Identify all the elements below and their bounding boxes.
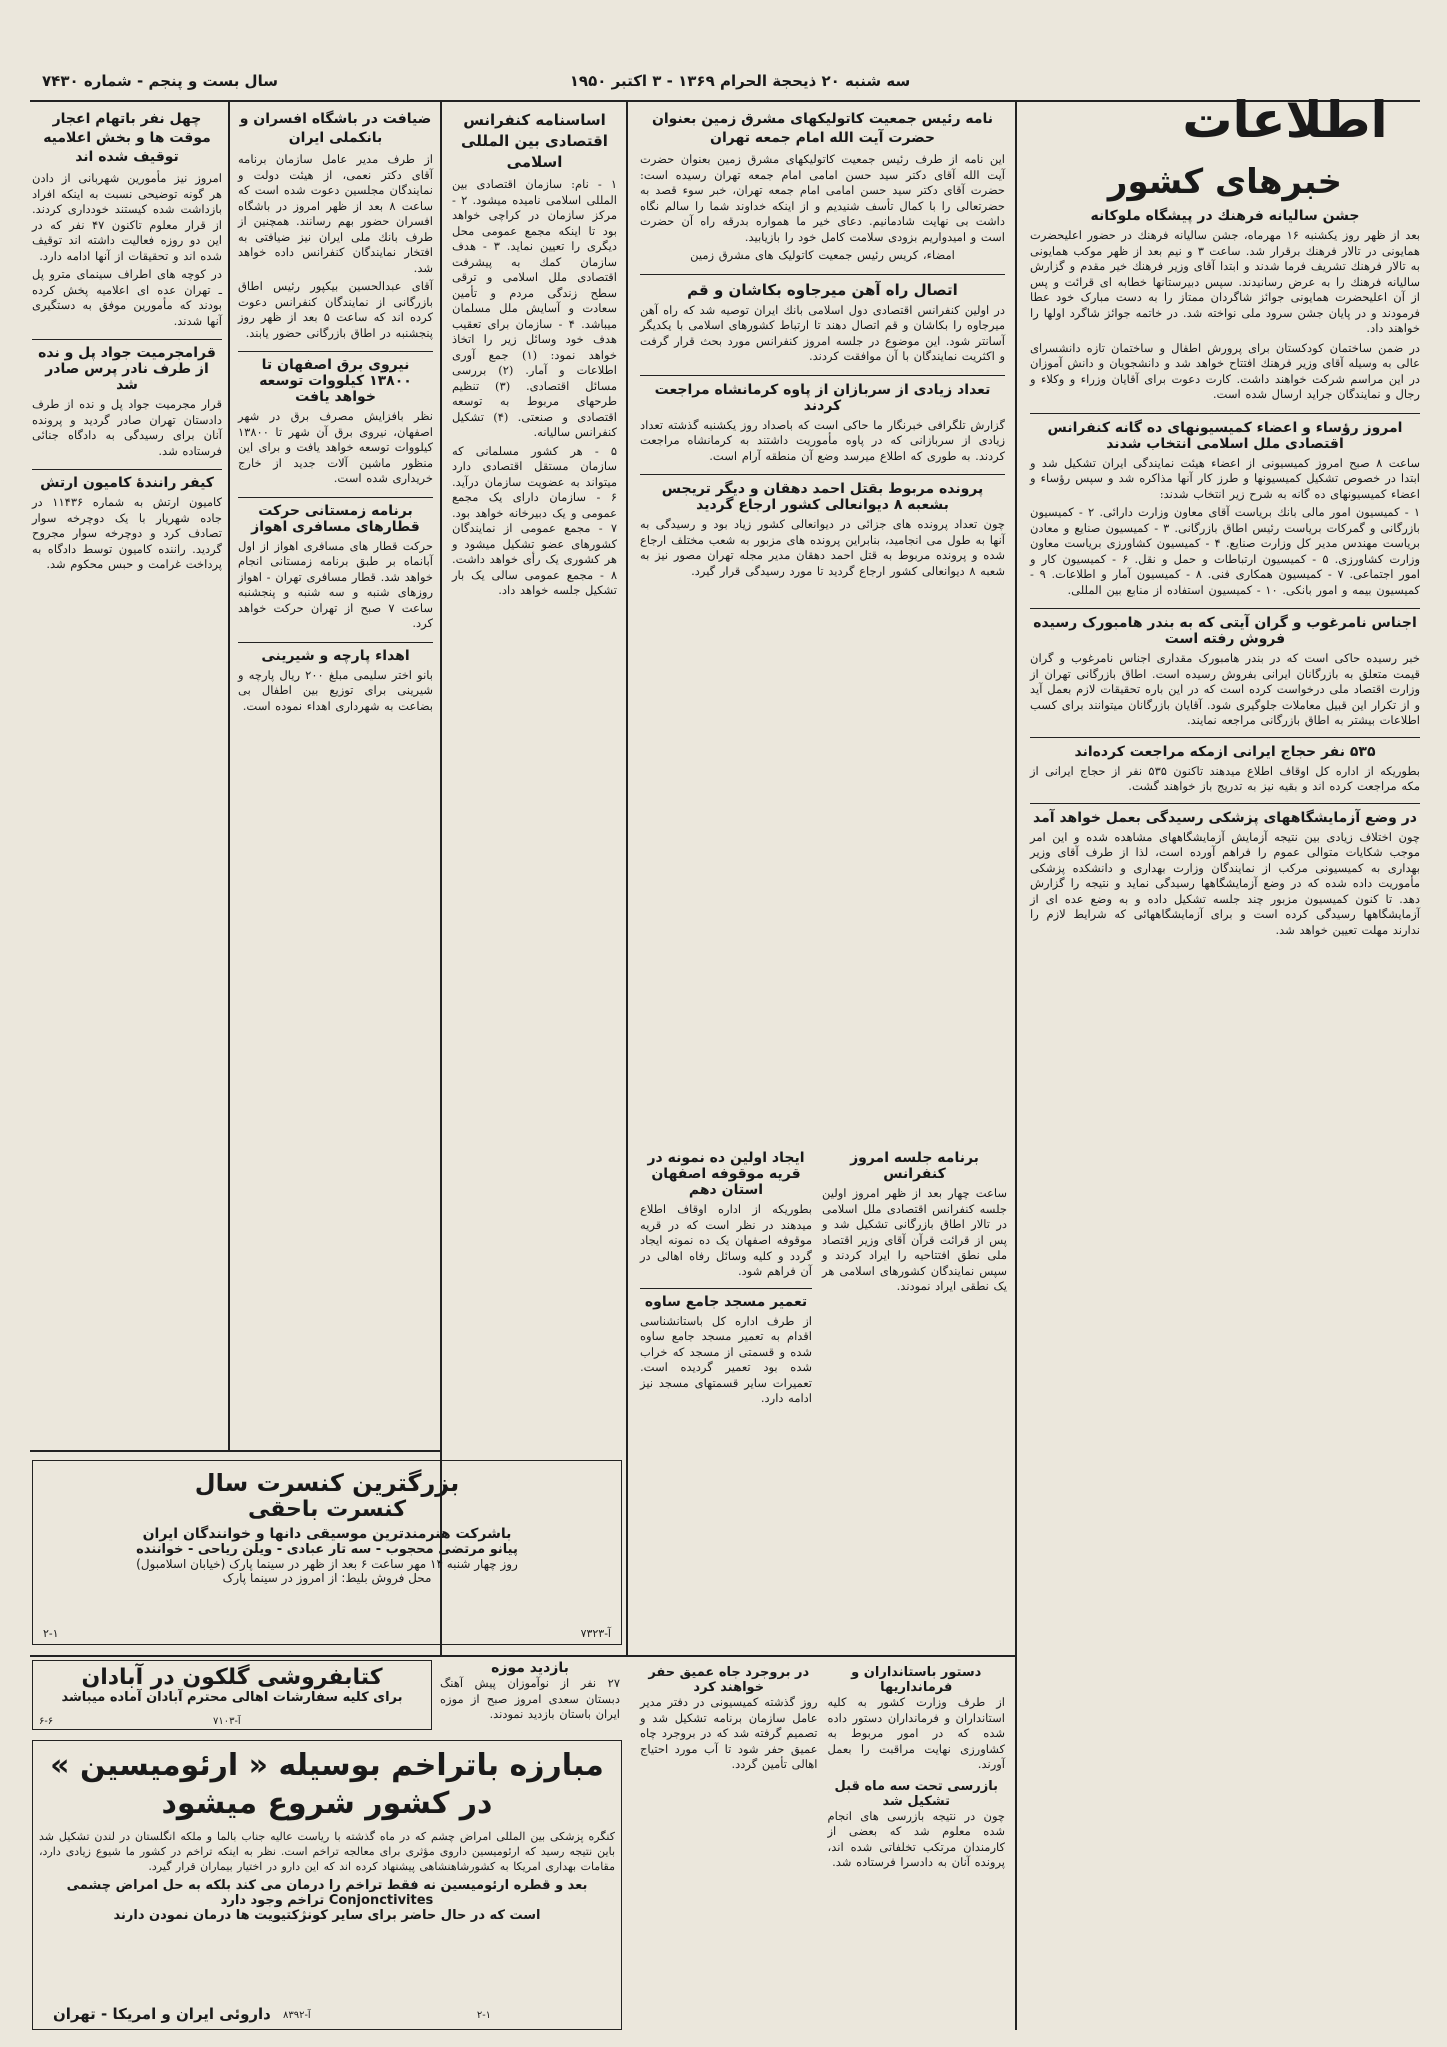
column-national-news [1030,160,1420,938]
trachoma-advertisement [32,1740,622,2030]
article-text: بعد از ظهر روز یکشنبه ۱۶ مهرماه، جشن سالیانه فرهنك در حضور اعلیحضرت همایونی در تالار فرهنك برقرار شد. ساعت ۳ و نیم بعد از ظهر موکب همایونی به تالار فرهنك تشریف فرما شدند و ابتدا آقای وزیر فرهنك خیر مقدم و گزارش سالیانه فرهنك را به عرض رسانیدند. سپس دبیرستانها خطابه ای قرائت و پس از آن اعلیحضرت همایونی جوائز شاگردان ممتاز را به دست مبارک خود عطا فرمودند و در پایان جشن سرود ملی نواخته شد. در خاتمه جوائز شاگرد اولها را خواهند داد. [1030,228,1421,335]
headline-train-schedule: برنامه زمستانی حرکت قطارهای مسافری اهواز [238,497,433,535]
article-text: ساعت چهار بعد از ظهر امروز اولین جلسه کنفرانس اقتصادی ملل اسلامی در تالار اطاق بازرگانی تشکیل شد و پس از قرائت قرآن آقای وزیر اقتصاد ملی نطق افتتاحیه را ایراد کردند و سپس نمایندگان کشورهای اسلامی هر یک نطقی ایراد نمودند. [822,1186,1007,1293]
section-rule [30,1655,1016,1657]
article-text: گزارش تلگرافی خبرنگار ما حاکی است که باصداد روز یکشنبه گذشته تعداد زیادی از سربازانی که در پاوه مأموریت داشتند به کرمانشاه مراجعت کردند. به طوری که اطلاع میرسد وضع آن منطقه آرام است. [640,417,1005,463]
article-text: کنگره پزشکی بین المللی امراض چشم که در ماه گذشته با ریاست عالیه جناب بالما و ملکه انگلستان در لندن تشکیل شد باین نتیجه رسید که ارئومیسین داروی مؤثری برای معالجه تراخم است. نظر به اینکه تراخم در کشور ما شیوع زیادی دارد، مقامات بهداری امریکا به کشورشاهنشاهی پیشنهاد کرده اند که این دارو در اختیار بیماران قرار گیرد. [39,1830,615,1873]
concert-title: بزرگترین کنسرت سال [194,1469,460,1497]
trachoma-title [39,1747,615,1785]
column-conference-program [822,1150,1007,1295]
article-text: چون تعداد پرونده های جزائی در دیوانعالی کشور زیاد بود و رسیدگی به آنها به طول می انجامید، بنابراین پرونده های مزبور به شعب مختلف ارجاع شده و پرونده مربوط به قتل احمد دهقان مدیر مجله تهران مصور نیز به شعبه ۸ دیوانعالی کشور ارجاع گردید تا مورد رسیدگی قرار گیرد. [640,517,1005,578]
headline-saveh-mosque: تعمیر مسجد جامع ساوه [640,1288,812,1310]
concert-performers: باشرکت هنرمندترین موسیقی دانها و خوانندگان ایران [142,1526,512,1542]
headline-soldiers: تعداد زیادی از سربازان از پاوه کرمانشاه مراجعت کردند [640,375,1005,414]
article-text: از طرف اداره کل باستانشناسی اقدام به تعمیر مسجد جامع ساوه شده و قسمتی از مسجد که خراب شده بود تعمیر گردیده است. تعمیرات سایر قسمتهای مسجد نیز ادامه دارد. [640,1313,812,1405]
bookstore-advertisement [32,1660,432,1730]
article-text: خبر رسیده حاکی است که در بندر هامبورک مقداری اجناس نامرغوب و گران قیمت متعلق به بازرگانان ایرانی بفروش رسیده است. اطاق بازرگانی تهران از وزارت اقتصاد ملی درخواست کرده است که در این باره تحقیقات لازم بعمل آید و از تکرار این قبیل معاملات جلوگیری شود. آقایان بازرگانان میتوانند برای کسب اطلاعات بیشتر به اطاق بازرگانی مراجعه نمایند. [1030,651,1420,727]
issue-number: سال بست و پنجم - شماره ۷۴۳۰ [42,72,278,90]
article-text: بطوریکه از اداره کل اوقاف اطلاع میدهند تاکنون ۵۳۵ نفر از حجاج ایرانی از مکه مراجعت کرده اند و بقیه نیز به تدریج باز خواهند گشت. [1030,763,1420,793]
headline-well: در بروجرد جاه عمیق حفر خواهند کرد [648,1665,810,1695]
dateline: سه شنبه ۲۰ ذیحجة الحرام ۱۳۶۹ - ۳ اکتبر ۱۹۵۰ [569,72,911,90]
article-text: ۱ - نام: سازمان اقتصادی بین المللی اسلامی نامیده میشود. ۲ - مرکز سازمان در کراچی خواهد بود تا اینکه مجمع عمومی محل دیگری را تعیین نماید. ۳ - هدف سازمان کمك به پیشرفت اقتصادی ملل اسلامی و ترقی سطح زندگی مردم و تأمین سعادت و آسایش ملل مسلمان میباشد. ۴ - سازمان برای تعقیب هدف خود وسائل زیر را اتخاذ خواهد نمود: (۱) جمع آوری اطلاعات و آمار. (۲) بررسی مسائل اقتصادی. (۳) تنظیم طرحهای مربوط به توسعه اقتصادی و صنعتی. (۴) تشکیل کنفرانس سالیانه. [452,177,617,439]
article-text: در اولین کنفرانس اقتصادی دول اسلامی بانك ایران توصیه شد که راه آهن میرجاوه را بکاشان و قم اتصال دهند تا ارتباط کشورهای اسلامی با یکدیگر آسانتر شود. این موضوع در جلسه امروز کنفرانس مورد بحث قرار گرفت و اکثریت نمایندگان با آن موافقت کردند. [640,302,1005,363]
headline-laboratories: در وضع آزمایشگاههای پزشکی رسیدگی بعمل خواهد آمد [1030,803,1420,826]
article-text: چون اختلاف زیادی بین نتیجه آزمایش آزمایشگاههای مشاهده شده و این امر موجب شکایات متوالی عموم را فراهم آورده است، لذا از طرف آقای وزیر بهداری به کمیسیونی مرکب از نمایندگان وزارت بهداری و دانشکده پزشکی مأموریت داده شده که در وضع آزمایشگاهها رسیدگی نماید و نتیجه را گزارش دهد. تا کنون کمیسیون مزبور چند جلسه تشکیل داده و به وضع عده ای از آزمایشگاهها رسیدگی کرده است و برای آزمایشگاههائی که شرایط لازم را ندارند مهلت تعیین خواهد شد. [1030,829,1420,937]
museum-visit [440,1660,620,1723]
article-text: ساعت ۸ صبح امروز کمیسیونی از اعضاء هیئت نمایندگی ایران تشکیل شد و ابتدا در خصوص تشکیل کمیسیونها و طرز کار آنها مذاکره شد و سپس رؤساء و اعضاء کمیسیونهای ده گانه به شرح زیر انتخاب شدند: [1030,455,1420,501]
signature: امضاء، کریس رئیس جمعیت کاتولیک های مشرق زمین [690,248,955,262]
concert-subtitle: کنسرت باحقی [247,1497,407,1522]
column-rule [440,100,442,1655]
bookstore-title: کتابفروشی گلکون در آبادان [81,1665,383,1690]
headline-banquet: ضیافت در باشگاه افسران و بانکملی ایران [239,111,432,146]
article-text: از طرف مدیر عامل سازمان برنامه آقای دکتر نعمی، از هیئت دولت و نمایندگان مجلسین دعوت شده است که ساعت ۸ بعد از ظهر امروز در باشگاه افسران حضور بهم رسانند. همچنین از طرف بانك ملی ایران نیز ضیافتی به افتخار نمایندگان کنفرانس داده خواهد شد. [238,152,434,275]
trachoma-bold-line: است که در حال حاضر برای سایر کونژکتیویت ها درمان نمودن دارند [113,1908,541,1923]
trachoma-bold-line: بعد و قطره ارئومیسین نه فقط تراخم را درمان می کند بلکه به حل امراض چشمی Conjonctivites تراخم وجود دارد [66,1878,588,1908]
headline-conference-program: برنامه جلسه امروز کنفرانس [850,1150,979,1182]
headline-commissions: امروز رؤساء و اعضاء کمیسیونهای ده گانه کنفرانس اقتصادی ملل اسلامی انتخاب شدند [1030,413,1420,452]
article-text: چون در نتیجه بازرسی های انجام شده معلوم شد که بعضی از کارمندان مرتکب تخلفاتی شده اند، پرونده آنان به دادسرا فرستاده شد. [827,1808,1005,1869]
article-text: ۲۷ نفر از نوآموزان پیش آهنگ دبستان سعدی امروز صبح از موزه ایران باستان بازدید نمودند. [440,1676,620,1721]
article-text: ۵ - هر کشور مسلمانی که سازمان مستقل اقتصادی دارد میتواند به عضویت سازمان درآید. ۶ - سازمان دارای یک مجمع عمومی و یک دبیرخانه خواهد بود. ۷ - مجمع عمومی از نمایندگان کشورهای عضو تشکیل میشود و هر کشوری یک رأی خواهد داشت. ۸ - مجمع عمومی سالی یک بار تشکیل جلسه خواهد داد. [452,443,617,597]
headline-model-village: ایجاد اولین ده نمونه در قریه موقوفه اصفهان استان دهم [647,1150,805,1198]
concert-tickets: محل فروش بلیط: از امروز در سینما پارک [222,1571,432,1585]
headline-railway: اتصال راه آهن میرجاوه بکاشان و قم [640,274,1005,299]
column-4 [238,110,433,714]
article-text: در ضمن ساختمان کودکستان برای پرورش اطفال و ساختمان تازه دانشسرای عالی به وسیله آقای وزیر فرهنك افتتاح خواهد شد و دانشجویان و دانش آموزان در این مراسم شرکت خواهند داشت. کارت دعوت برای آقایان وزراء و وکلاء و رجال و نمایندگان جراید ارسال شده است. [1030,340,1420,401]
ad-code: آ-۸۳۹۲ [283,2010,311,2021]
article-text: بانو اختر سلیمی مبلغ ۲۰۰ ریال پارچه و شیرینی برای توزیع بین اطفال بی بضاعت به شهرداری اهداء نموده است. [238,667,433,713]
column-rule [626,100,628,1655]
ad-code: ۲-۱ [43,1627,59,1640]
column-rule [1015,100,1017,2030]
article-text: در کوچه های اطراف سینمای مترو پل ـ تهران عده ای اعلامیه پخش کرده بودند که مأمورین موفق به دستگیری آنها شدند. [32,267,222,328]
article-text: حرکت قطار های مسافری اهواز از اول آبانماه بر طبق برنامه زمستانی انجام خواهد شد. قطار مسافری تهران - اهواز روزهای شنبه و سه شنبه و پنجشنبه ساعت ۷ صبح از تهران حرکت خواهد کرد. [238,538,433,630]
trachoma-company: داروئی ایران و امریکا - تهران [53,2005,271,2023]
section-rule [30,1450,440,1452]
headline-museum: بازدید موزه [491,1660,569,1676]
headline-court-case: پرونده مربوط بقتل احمد دهقان و دیگر تریجس بشعبه ۸ دیوانعالی کشور ارجاع گردید [640,474,1005,513]
article-text: روز گذشته کمیسیونی در دفتر مدیر عامل سازمان برنامه تشکیل شد و تصمیم گرفته شد که در بروجرد چاه عمیق حفر شود تا آب مورد احتیاج اهالی تأمین گردد. [640,1695,818,1771]
ad-code: ۲-۱ [476,2010,491,2021]
headline-donation: اهداء پارچه و شیرینی [238,642,433,664]
headline-indictment: قرامجرمیت جواد پل و نده از طرف نادر پرس صادر شد [32,339,222,393]
masthead-title: اطلاعات [1182,91,1388,149]
lower-news [640,1665,1005,1871]
headline-national-news: خبرهای کشور [1107,162,1343,202]
article-text: بطوریکه از اداره اوقاف اطلاع میدهند در نظر است که در قریه موقوفه اصفهان یک ده نمونه ایجاد گردد و کلیه وسائل رفاه اهالی در آن فراهم شود. [640,1202,812,1278]
lower-news-item [828,1665,1006,1871]
headline-catholic-letter: نامه رئیس جمعیت کاتولیکهای مشرق زمین بعنوان حضرت آیت الله امام جمعه تهران [651,111,994,146]
headline-hamburg-goods: اجناس نامرغوب و گران آیتی که به بندر هامبورک رسیده فروش رفته است [1030,608,1420,647]
concert-date: روز چهار شنبه ۱۴ مهر ساعت ۶ بعد از ظهر در سینما پارک (خیابان اسلامبول) [136,1557,518,1571]
lower-news-item [640,1665,818,1871]
article-text: از طرف وزارت کشور به کلیه استانداران و فرمانداران دستور داده شده که در امور مربوط به کشاورزی نهایت مراقبت را بعمل آورند. [827,1695,1005,1771]
concert-instruments: پیانو مرتضی محجوب - سه تار عبادی - ویلن ریاحی - خواننده [136,1542,518,1557]
trachoma-title-part1: مبارزه باتراخم بوسیله [278,1748,604,1783]
column-mosque [640,1150,812,1407]
trachoma-title-line2: در کشور شروع میشود [161,1786,493,1821]
column-2 [640,110,1005,579]
concert-advertisement [32,1460,622,1645]
ad-code: آ-۷۳۲۳ [580,1627,611,1640]
lower-news-row [640,1665,1005,1871]
column-5 [32,110,222,573]
headline-pilgrims: ۵۳۵ نفر حجاج ایرانی ازمکه مراجعت کرده‌اند [1030,737,1420,760]
article-text: امروز نیز مأمورین شهربانی از دادن هر گونه توضیحی نسبت به اینکه افراد بازداشت شده کیستند خودداری کردند. از قرار معلوم تاکنون ۴۷ نفر که در این دو روزه فعالیت داشته اند توقیف شده اند و تحقیقات از آنها ادامه دارد. [32,171,222,263]
column-rule [228,100,230,1450]
article-text: این نامه از طرف رئیس جمعیت کاتولیکهای مشرق زمین بعنوان حضرت آیت الله آقای دکتر سید حسن امامی امام جمعه تهران رسیده است: حضرت آقای دکتر سید حسن امامی امام جمعه تهران، خبر سوء قصد به حضرتعالی را با کمال تأسف شنیدیم و از اینکه خداوند شما را سالم نگاه داشت بی نهایت شادمانیم. دعای خیر ما همواره بدرقه راه آن حضرت است و امیدواریم بزودی سلامت کامل خود را بازیابید. [640,152,1005,244]
ad-code: آ-۷۱۰۳ [213,1716,241,1727]
headline-directive: دستور باستانداران و فرمانداریها [851,1665,982,1695]
headline-army-truck: کیفر رانندهٔ کامیون ارتش [32,469,222,491]
article-text: نظر بافزایش مصرف برق در شهر اصفهان، نیروی برق آن شهر تا ۱۳۸۰۰ کیلووات توسعه خواهد یافت و برای این منظور ماشین آلات جدید از خارج خریداری شده است. [238,409,433,485]
commission-list: ۱ - کمیسیون امور مالی بانك بریاست آقای معاون وزارت دارائی. ۲ - کمیسیون بازرگانی و گمرکات بریاست رئیس اطاق بازرگانی. ۳ - کمیسیون صنایع و معادن بریاست مهندس مدیر کل وزارت صنایع. ۴ - کمیسیون کشاورزی بریاست معاون وزارت کشاورزی. ۵ - کمیسیون ارتباطات و حمل و نقل. ۶ - کمیسیون کار و امور اجتماعی. ۷ - کمیسیون همکاری فنی. ۸ - کمیسیون آمار و اطلاعات. ۹ - کمیسیون بیمه و امور بانکی. ۱۰ - کمیسیون استفاده از منابع بین المللی. [1030,505,1421,597]
article-text: کامیون ارتش به شماره ۱۱۴۳۶ در جاده شهریار با یک دوچرخه سوار تصادف کرد و دوچرخه سوار مجروح گردید. راننده کامیون توسط دادگاه به پرداخت غرامت و حبس محکوم شد. [32,495,222,571]
trachoma-drug-name: « ارئومیسین » [50,1748,269,1783]
article-text: آقای عبدالحسین بیکپور رئیس اطاق بازرگانی از نمایندگان کنفرانس دعوت کرده اند که ساعت ۵ بعد از ظهر روز پنجشنبه در اطاق بازرگانی حضور یابند. [238,279,433,340]
headline-statute: اساسنامه کنفرانس اقتصادی بین المللی اسلامی [461,111,608,171]
headline-inspection: بازرسی تحت سه ماه قبل تشکیل شد [834,1778,998,1809]
ad-code: ۶-۶ [39,1716,54,1727]
headline-isfahan-power: نیروی برق اصفهان تا ۱۳۸۰۰ کیلووات توسعه خواهد یافت [238,351,433,405]
bookstore-subtitle: برای کلیه سفارشات اهالی محترم آبادان آماده میباشد [61,1690,403,1705]
article-text: قرار مجرمیت جواد پل و نده از طرف دادستان تهران صادر گردید و پرونده آنان برای رسیدگی به دادگاه جنائی فرستاده شد. [32,397,222,458]
subhead-culture-festival: جشن سالیانه فرهنك در پیشگاه ملوکانه [1090,208,1360,224]
column-3 [452,110,617,599]
headline-arrests: چهل نفر باتهام اعجار موقت ها و بخش اعلامیه توقیف شده اند [43,111,211,165]
